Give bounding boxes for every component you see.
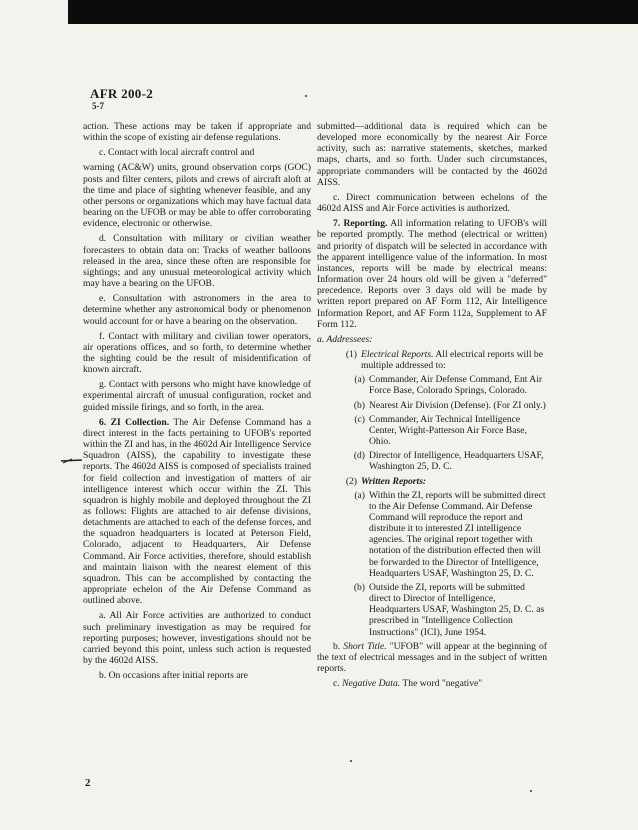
page-number: 2 (85, 777, 91, 789)
list-marker: (c) (354, 413, 365, 425)
list-item-text: Commander, Air Technical Intelligence Center, Wright-Patterson Air Force Base, Ohio. (369, 413, 527, 448)
right-column (317, 121, 547, 693)
list-item (339, 414, 547, 447)
electrical-reports-item (327, 349, 547, 371)
paragraph-c-marker: c. (333, 678, 340, 690)
list-item-text: Director of Intelligence, Headquarters USAF, Washington 25, D. C. (369, 450, 544, 473)
list-marker: (a) (354, 489, 365, 501)
paragraph-c-negative-data (317, 678, 547, 689)
list-item (339, 374, 547, 396)
addressees-heading-text: a. Addressees: (317, 333, 373, 345)
paragraph-c-lead-text: c. Contact with local aircraft control and (99, 147, 255, 159)
section-6 (83, 417, 311, 607)
page-reference: 5-7 (92, 101, 104, 111)
section-6-text: The Air Defense Command has a direct interest in the facts pertaining to UFOB's reported within the ZI and has, in the 4602d Air Intelligence Service Squadron (AISS), the capability to investigate these reports. The 4602d AISS is composed of specialists trained for field collection and investigation of matters of air intelligence interest which occur within the ZI. This squadron is highly mobile and deployed throughout the ZI as follows: Flights are attached to air defense divisions, detachments are attached to each of the defense forces, and the squadron headquarters is located at Peterson Field, Colorado, adjacent to Headquarters, Air Defense Command. Air Force activities, therefore, should establish and maintain liaison with the nearest element of this squadron. This can be accomplished by contacting the appropriate echelon of the Air Defense Command as outlined above. (83, 416, 311, 607)
section-6-a: a. All Air Force activities are authorized to conduct such preliminary investigation as may be required for reporting purposes; however, investigations should not be carried beyond this point, unless such action is requested by the 4602d AISS. (83, 610, 311, 667)
top-scan-bar (68, 0, 638, 24)
section-7 (317, 218, 547, 330)
electrical-reports-text (361, 349, 547, 371)
paragraph-c-text: The word "negative" (402, 678, 483, 690)
paragraph-c: warning (AC&W) units, ground observation corps (GOC) posts and filter centers, pilots and crews of aircraft aloft at the time and place of sighting whenever feasible, and any other persons or organizations which may have factual data bearing on the UFOB or may be able to offer corroborating evidence, electronic or otherwise. (83, 162, 311, 230)
paragraph-b-marker: b. (333, 640, 341, 652)
list-marker: (d) (353, 450, 365, 462)
paragraph-d: d. Consultation with military or civilian weather forecasters to obtain data on: Tracks of weather balloons released in the area, since these often are responsible for sightings; and any unusual meteorological activity which may have a bearing on the UFOB. (83, 233, 311, 290)
paragraph-b-title: Short Title. (343, 640, 387, 652)
regulation-number: AFR 200-2 (90, 86, 153, 101)
electrical-reports-body: All electrical reports will be multiple addressed to: (361, 348, 543, 372)
paragraph-e: e. Consultation with astronomers in the area to determine whether any astronomical body or phenomenon would account for or have a bearing on the observation. (83, 293, 311, 327)
scan-speck (530, 790, 532, 792)
scan-speck (305, 95, 307, 97)
scan-speck (350, 760, 352, 762)
section-6-heading: 6. ZI Collection. (99, 416, 170, 428)
list-marker: (2) (345, 475, 357, 487)
addressees-heading (317, 334, 547, 345)
list-item-text: Commander, Air Defense Command, Ent Air Force Base, Colorado Springs, Colorado. (369, 374, 543, 397)
list-marker: (b) (353, 399, 365, 411)
paragraph-b-short-title (317, 641, 547, 674)
written-reports-text (361, 476, 547, 487)
section-7-text: All information relating to UFOB's will be reported promptly. The method (electrical or written) and priority of dispatch will be selected in accordance with the apparent intelligence value of the information. In most instances, reports will be made by electrical means: Information over 24 hours old will be given a "deferred" precedence. Reports over 3 days old will be made by written report prepared on AF Form 112, Air Intelligence Information Report, and AF Form 112a, Supplement to AF Form 112. (317, 218, 547, 330)
paragraph-continuation: action. These actions may be taken if appropriate and within the scope of existing air defense regulations. (83, 121, 311, 144)
left-column (83, 121, 311, 685)
paragraph-c-right: c. Direct communication between echelons of the 4602d AISS and Air Force activities is authorized. (317, 191, 547, 215)
electrical-reports-title: Electrical Reports. (361, 348, 434, 360)
list-marker: (b) (353, 581, 365, 593)
written-reports-item (327, 476, 547, 487)
list-item-text: Outside the ZI, reports will be submitted direct to Director of Intelligence, Headquarters USAF, Washington 25, D. C. as prescribed in "Intelligence Collection Instructions" (ICI), June 1954. (369, 581, 545, 638)
list-item (339, 450, 547, 472)
paragraph-continuation-right: submitted—additional data is required which can be developed more economically by the nearest Air Force activity, such as: narrative statements, sketches, marked maps, charts, and so forth. Under such circumstances, appropriate commanders will be contacted by the 4602d AISS. (317, 121, 547, 188)
paragraph-g: g. Contact with persons who might have knowledge of experimental aircraft of unusual configuration, rocket and guided missile firings, and so forth, in the area. (83, 379, 311, 413)
paragraph-c-title: Negative Data. (342, 678, 401, 690)
paragraph-b-text: "UFOB" will appear at the beginning of the text of electrical messages and in the subject of written reports. (317, 640, 548, 675)
list-marker: (a) (354, 374, 365, 386)
section-7-heading: 7. Reporting. (333, 218, 388, 230)
list-item-text: Nearest Air Division (Defense). (For ZI only.) (369, 399, 546, 411)
list-marker: (1) (345, 348, 357, 360)
paragraph-f: f. Contact with military and civilian tower operators, air operations offices, and so forth, to determine whether the sighting could be the result of misidentification of known aircraft. (83, 330, 311, 376)
list-item (339, 490, 547, 579)
list-item-text: Within the ZI, reports will be submitted direct to the Air Defense Command. Air Defense Command will reproduce the report and distribute it to interested ZI intelligence agencies. The original report together with notation of the distribution effected then will be forwarded to the Director of Intelligence, Headquarters USAF, Washington 25, D. C. (369, 489, 546, 579)
section-6-b: b. On occasions after initial reports are (99, 670, 248, 682)
list-item (339, 582, 547, 638)
written-reports-title: Written Reports: (361, 475, 427, 487)
list-item (339, 400, 547, 411)
paragraph-c-lead (83, 147, 311, 158)
